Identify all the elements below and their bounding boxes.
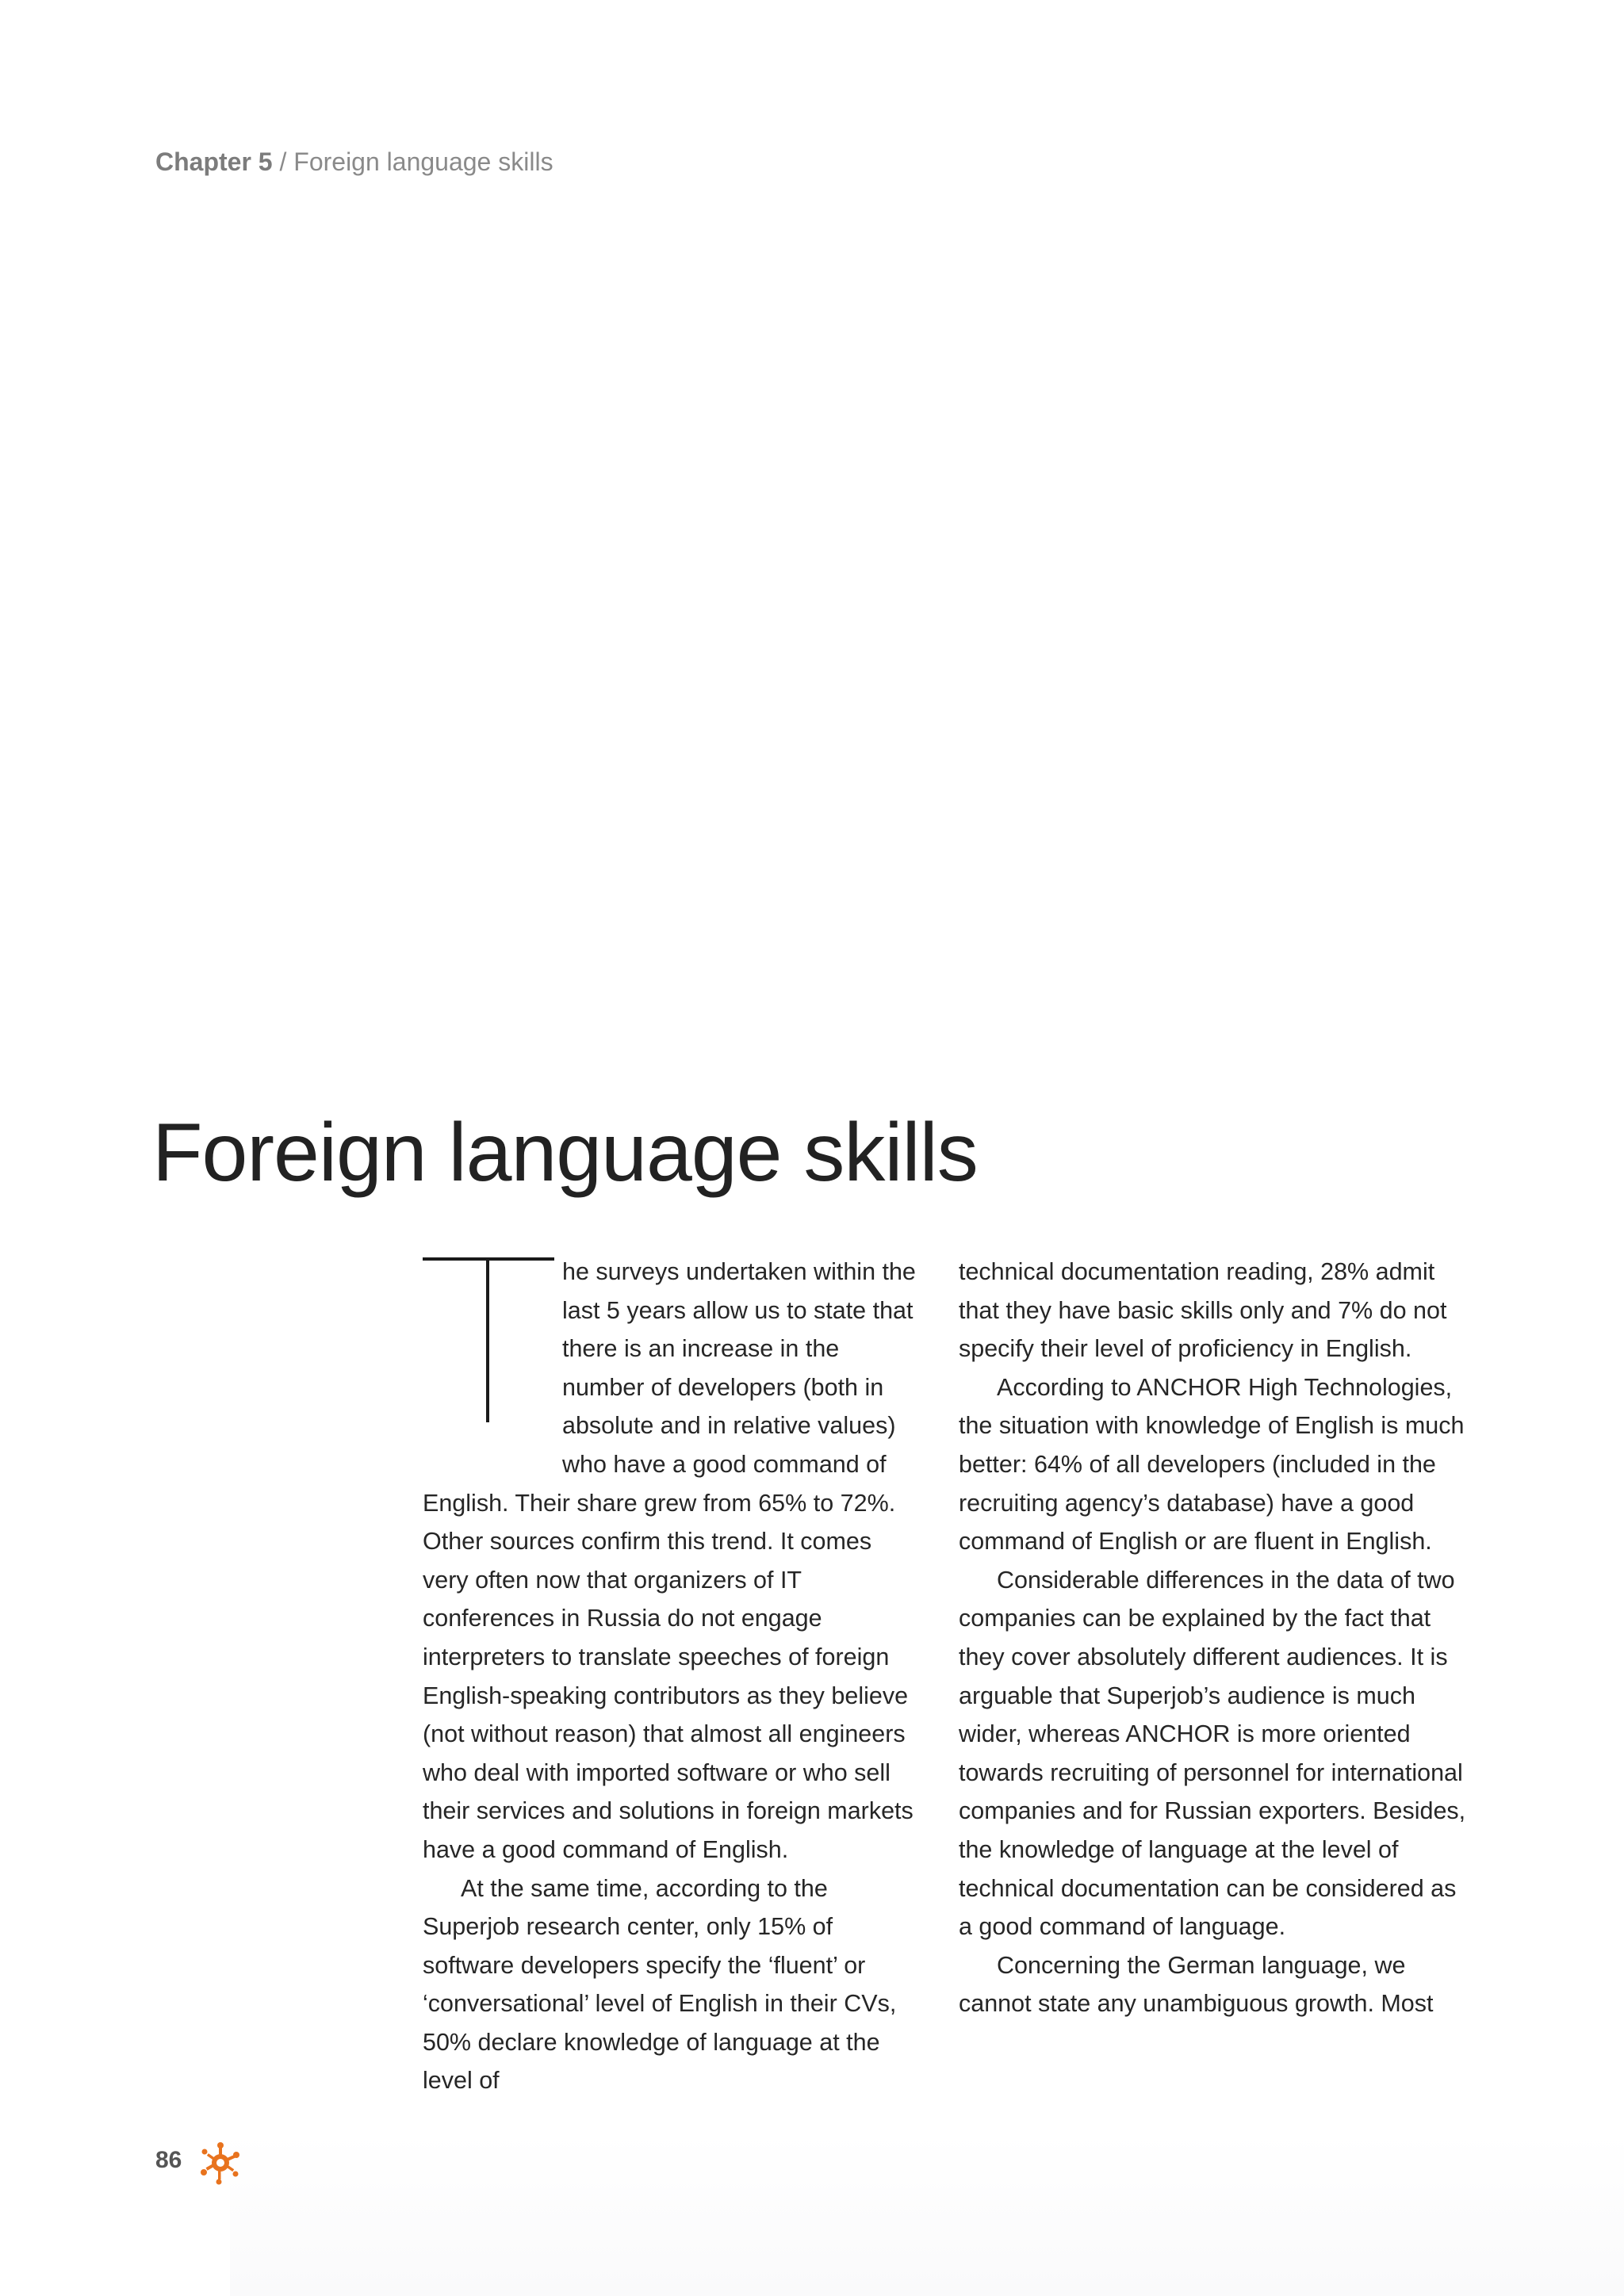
paragraph: Considerable differences in the data of two companies can be explained by the fact that they cover absolutely different audiences. It is arguable that Superjob’s audience is much wider, whereas ANCHOR is more oriented towards recruiting of personnel for international companies and for Russian exporters. Besides, the knowledge of language at the level of technical documentation can be considered as a good command of language. [959, 1566, 1466, 1941]
paragraph: Concerning the German language, we cannot state any unambiguous growth. Most [959, 1951, 1434, 2018]
page-title: Foreign language skills [152, 1107, 978, 1199]
header-separator: / [272, 147, 294, 176]
orange-splash-icon [198, 2141, 243, 2185]
paragraph: technical documentation reading, 28% admit that they have basic skills only and 7% do not specify their level of proficiency in English. [959, 1258, 1447, 1363]
intro-paragraph [423, 1253, 922, 1869]
section-label: Foreign language skills [293, 147, 553, 176]
running-header [155, 147, 553, 177]
paragraph: According to ANCHOR High Technologies, the situation with knowledge of English is much better: 64% of all developers (included in the recruiting agency’s database) have a good command of English or are fluent in English. [959, 1373, 1465, 1556]
left-column [423, 1253, 922, 2100]
drop-cap [423, 1253, 562, 1445]
right-column [959, 1253, 1466, 2023]
intro-text: he surveys undertaken within the last 5 years allow us to state that there is an increase in the number of developers (both in absolute and in relative values) who have a good command of English. Their share grew from 65% to 72%. Other sources confirm this trend. It comes very often now that organizers of IT conferences in Russia do not engage interpreters to translate speeches of foreign English-speaking contributors as they believe (not without reason) that almost all engineers who deal with imported software or who sell their services and solutions in foreign markets have a good command of English. [423, 1258, 916, 1863]
page-number: 86 [155, 2147, 182, 2173]
paragraph: At the same time, according to the Superjob research center, only 15% of software developers specify the ‘fluent’ or ‘conversational’ level of English in their CVs, 50% declare knowledge of language at the level of [423, 1874, 897, 2095]
footer-background [230, 2133, 1624, 2296]
chapter-label: Chapter 5 [155, 147, 273, 176]
